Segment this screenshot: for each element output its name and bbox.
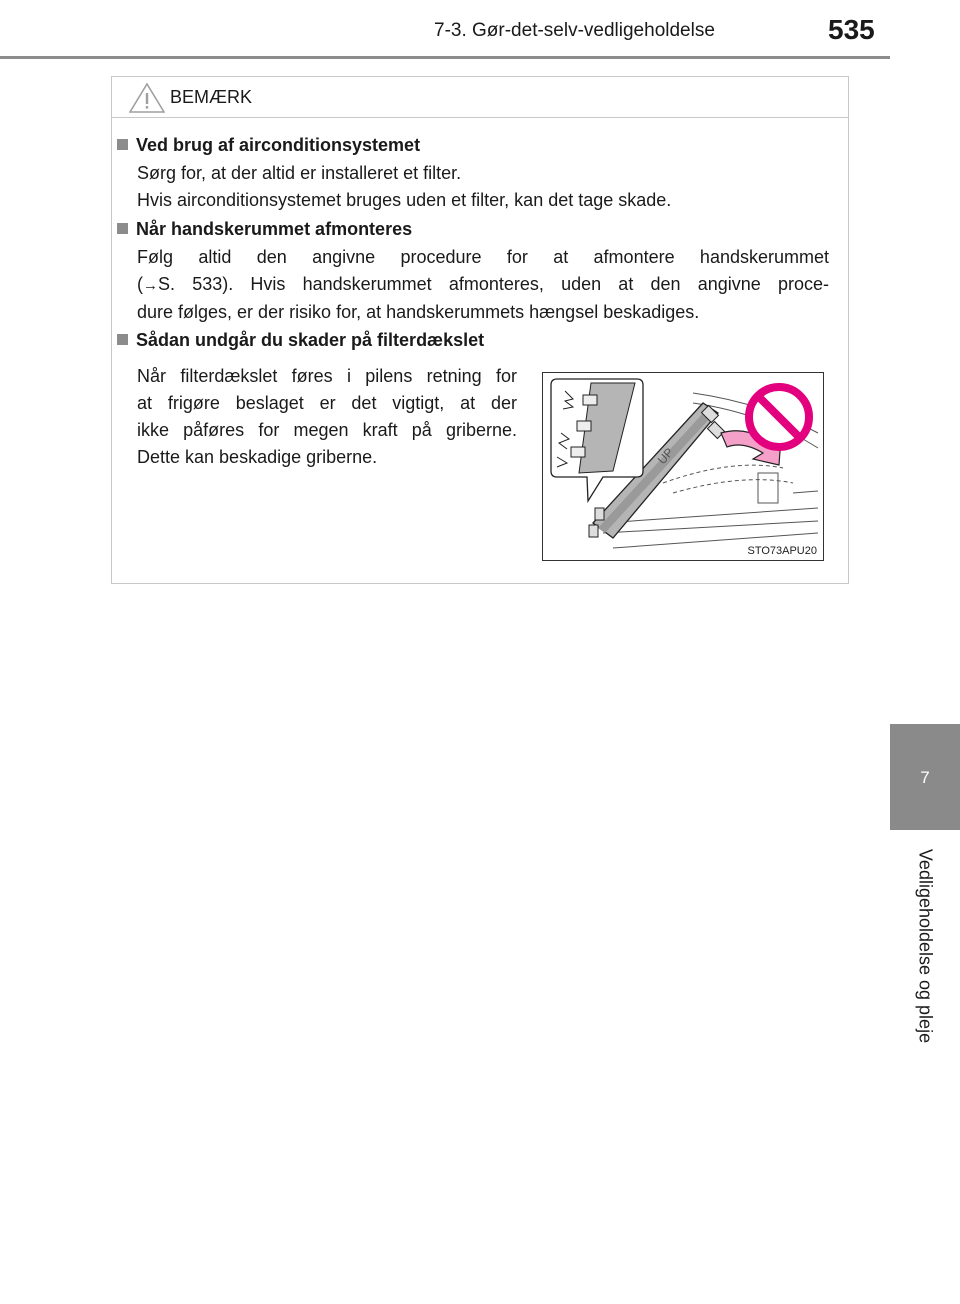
figure-code: STO73APU20 [747, 545, 817, 557]
warning-triangle-icon [129, 83, 165, 113]
running-header-section: 7-3. Gør-det-selv-vedligeholdelse [434, 20, 715, 41]
filter-cover-illustration [543, 373, 823, 560]
section-body: Følg altid den angivne procedure for at afmontere handskerummet (→S. 533). Hvis handskerummet afmonteres, uden at den angivne proce- dure følges, er der risiko for, at handskerummets hængsel beskadiges. [137, 247, 829, 322]
page-number: 535 [828, 14, 875, 45]
chapter-tab [890, 724, 960, 830]
filter-cover-figure [542, 372, 824, 561]
section-body: Sørg for, at der altid er installeret et filter. Hvis airconditionsystemet bruges uden et filter, kan det tage skade. [137, 163, 672, 210]
note-box [111, 76, 849, 584]
bullet-square-icon [117, 223, 128, 234]
section-heading: Når handskerummet afmonteres [117, 219, 412, 240]
panel-up-label: UP [654, 445, 677, 468]
section-body: Når filterdækslet føres i pilens retning for at frigøre beslaget er det vigtigt, at der ikke påføres for megen kraft på griberne. Dette kan beskadige griberne. [137, 366, 517, 467]
section-heading: Sådan undgår du skader på filterdækslet [117, 330, 484, 351]
arrow-reference-icon: → [143, 277, 158, 294]
note-header [112, 77, 848, 118]
bullet-square-icon [117, 334, 128, 345]
chapter-number: 7 [920, 768, 930, 787]
section-heading: Ved brug af airconditionsystemet [117, 135, 420, 156]
chapter-label: Vedligeholdelse og pleje [915, 848, 936, 1044]
note-title: BEMÆRK [170, 87, 253, 107]
bullet-square-icon [117, 139, 128, 150]
header-rule [0, 56, 890, 59]
